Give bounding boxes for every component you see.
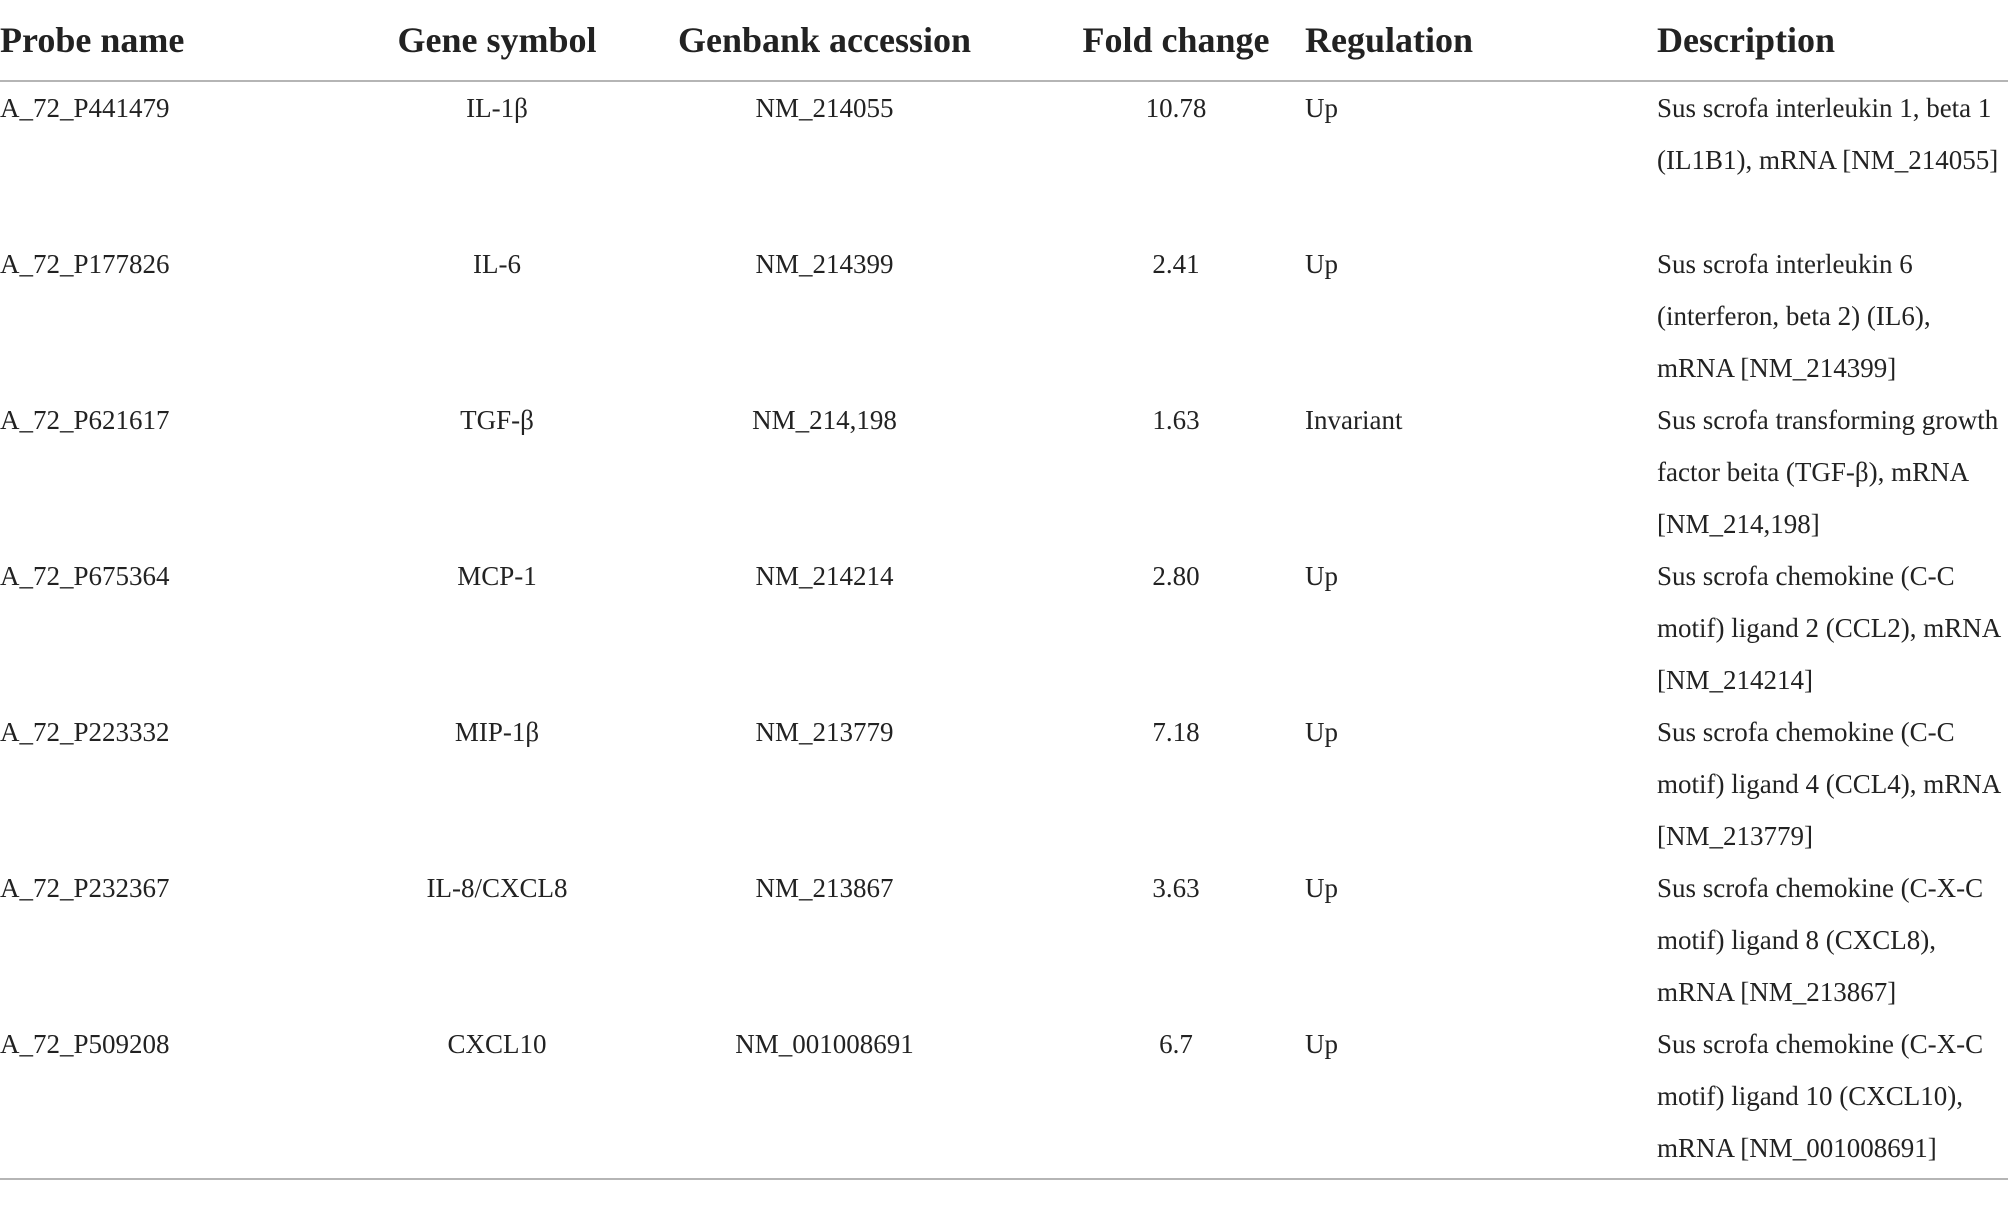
description-text: Sus scrofa chemokine (C-C motif) ligand 4 (CCL4), mRNA [NM_213779] xyxy=(1657,717,2000,851)
description-cell xyxy=(1657,550,2008,706)
table-row xyxy=(0,238,2008,394)
fold-change-cell: 2.41 xyxy=(1152,249,1200,279)
gene-symbol-cell: TGF-β xyxy=(460,405,534,435)
fold-change-cell: 2.80 xyxy=(1152,561,1200,591)
table-body xyxy=(0,81,2008,1179)
table-row xyxy=(0,1018,2008,1179)
description-text: Sus scrofa transforming growth factor beita (TGF-β), mRNA [NM_214,198] xyxy=(1657,405,1999,539)
genbank-accession-cell: NM_214214 xyxy=(755,561,894,591)
description-cell xyxy=(1657,1018,2008,1179)
gene-symbol-cell: MCP-1 xyxy=(457,561,537,591)
gene-symbol-cell: IL-8/CXCL8 xyxy=(426,873,568,903)
header-genbank-accession: Genbank accession xyxy=(602,0,1047,81)
description-text: Sus scrofa interleukin 6 (interferon, beta 2) (IL6), mRNA [NM_214399] xyxy=(1657,249,1931,383)
description-text: Sus scrofa interleukin 1, beta 1 (IL1B1), mRNA [NM_214055] xyxy=(1657,93,1999,175)
regulation-cell: Up xyxy=(1305,561,1338,591)
gene-symbol-cell: IL-1β xyxy=(466,93,528,123)
regulation-cell: Up xyxy=(1305,1018,1657,1179)
description-cell xyxy=(1657,81,2008,238)
header-gene-symbol: Gene symbol xyxy=(392,0,602,81)
genbank-accession-cell: NM_214055 xyxy=(755,93,894,123)
table-row xyxy=(0,550,2008,706)
description-text: Sus scrofa chemokine (C-C motif) ligand 2 (CCL2), mRNA [NM_214214] xyxy=(1657,561,2000,695)
header-regulation: Regulation xyxy=(1305,0,1657,81)
fold-change-cell: 7.18 xyxy=(1152,717,1200,747)
table-row xyxy=(0,706,2008,862)
description-cell xyxy=(1657,706,2008,862)
gene-symbol-cell: MIP-1β xyxy=(454,717,540,747)
header-fold-change: Fold change xyxy=(1047,0,1305,81)
header-description: Description xyxy=(1657,0,2008,81)
description-cell xyxy=(1657,862,2008,1018)
fold-change-cell: 10.78 xyxy=(1145,93,1207,123)
header-row xyxy=(0,0,2008,81)
gene-symbol-cell: CXCL10 xyxy=(392,1018,602,1179)
regulation-cell: Up xyxy=(1305,93,1338,123)
header-probe-name: Probe name xyxy=(0,0,392,81)
probe-name-cell: A_72_P509208 xyxy=(0,1018,392,1179)
description-text: Sus scrofa chemokine (C-X-C motif) ligand 10 (CXCL10), mRNA [NM_001008691] xyxy=(1657,1029,1984,1163)
description-cell xyxy=(1657,238,2008,394)
regulation-cell: Up xyxy=(1305,249,1338,279)
genbank-accession-cell: NM_214,198 xyxy=(752,405,897,435)
genbank-accession-cell: NM_001008691 xyxy=(602,1018,1047,1179)
regulation-cell: Invariant xyxy=(1305,405,1403,435)
genbank-accession-cell: NM_214399 xyxy=(755,249,894,279)
regulation-cell: Up xyxy=(1305,717,1338,747)
table-row xyxy=(0,862,2008,1018)
description-cell xyxy=(1657,394,2008,550)
table-header xyxy=(0,0,2008,81)
probe-name-cell: A_72_P223332 xyxy=(0,717,170,747)
probe-name-cell: A_72_P441479 xyxy=(0,93,170,123)
fold-change-cell: 1.63 xyxy=(1152,405,1200,435)
probe-name-cell: A_72_P232367 xyxy=(0,873,170,903)
description-text: Sus scrofa chemokine (C-X-C motif) ligand 8 (CXCL8), mRNA [NM_213867] xyxy=(1657,873,1984,1007)
table-row xyxy=(0,81,2008,238)
table-row xyxy=(0,394,2008,550)
fold-change-cell: 6.7 xyxy=(1047,1018,1305,1179)
fold-change-cell: 3.63 xyxy=(1152,873,1200,903)
probe-name-cell: A_72_P621617 xyxy=(0,405,170,435)
regulation-cell: Up xyxy=(1305,873,1338,903)
genbank-accession-cell: NM_213779 xyxy=(755,717,894,747)
genbank-accession-cell: NM_213867 xyxy=(755,873,894,903)
gene-symbol-cell: IL-6 xyxy=(473,249,521,279)
probe-name-cell: A_72_P675364 xyxy=(0,561,170,591)
probe-name-cell: A_72_P177826 xyxy=(0,249,170,279)
